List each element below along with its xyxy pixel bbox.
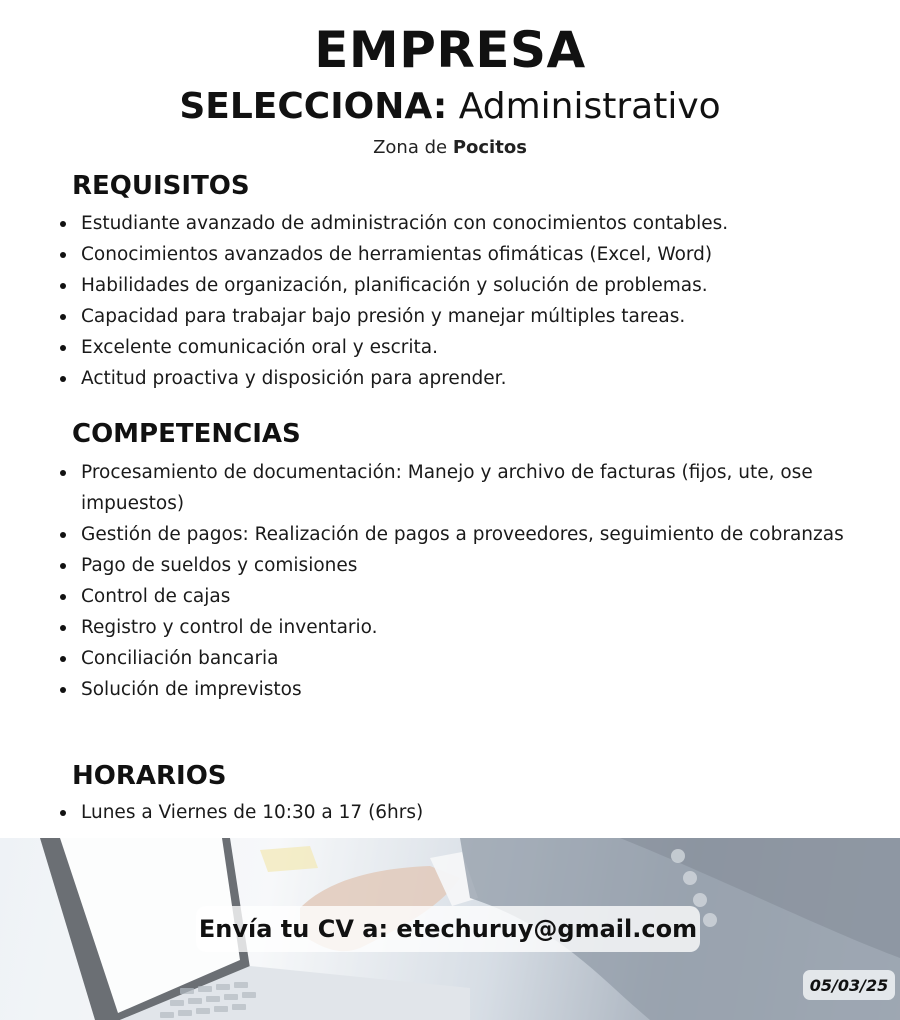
- company-title: EMPRESA: [314, 21, 586, 79]
- zone-prefix: Zona de: [373, 137, 448, 158]
- list-item: Gestión de pagos: Realización de pagos a proveedores, seguimiento de cobranzas: [58, 519, 858, 550]
- date-badge: 05/03/25: [803, 970, 895, 1000]
- competencias-title: COMPETENCIAS: [72, 419, 301, 449]
- competencias-list: [58, 457, 858, 705]
- position-name: Administrativo: [458, 86, 721, 127]
- requisitos-title: REQUISITOS: [72, 171, 250, 201]
- list-item: Lunes a Viernes de 10:30 a 17 (6hrs): [58, 797, 858, 828]
- list-item: Excelente comunicación oral y escrita.: [58, 332, 858, 363]
- list-item: Procesamiento de documentación: Manejo y archivo de facturas (fijos, ute, ose impuestos): [58, 457, 858, 519]
- zone-line: [0, 136, 900, 160]
- cv-label: Envía tu CV a:: [198, 915, 389, 943]
- selects-label: SELECCIONA:: [179, 86, 448, 127]
- horarios-title: HORARIOS: [72, 761, 227, 791]
- list-item: Control de cajas: [58, 581, 858, 612]
- list-item: Conocimientos avanzados de herramientas ofimáticas (Excel, Word): [58, 239, 858, 270]
- zone-name: Pocitos: [452, 137, 527, 158]
- list-item: Solución de imprevistos: [58, 674, 858, 705]
- position-heading: [0, 84, 900, 130]
- horarios-list: [58, 797, 858, 828]
- list-item: Actitud proactiva y disposición para aprender.: [58, 363, 858, 394]
- list-item: Registro y control de inventario.: [58, 612, 858, 643]
- list-item: Conciliación bancaria: [58, 643, 858, 674]
- list-item: Capacidad para trabajar bajo presión y manejar múltiples tareas.: [58, 301, 858, 332]
- cv-email-link[interactable]: etechuruy@gmail.com: [396, 915, 698, 943]
- list-item: Pago de sueldos y comisiones: [58, 550, 858, 581]
- list-item: Estudiante avanzado de administración con conocimientos contables.: [58, 208, 858, 239]
- list-item: Habilidades de organización, planificación y solución de problemas.: [58, 270, 858, 301]
- cv-contact-pill: [196, 906, 700, 952]
- requisitos-list: [58, 208, 858, 394]
